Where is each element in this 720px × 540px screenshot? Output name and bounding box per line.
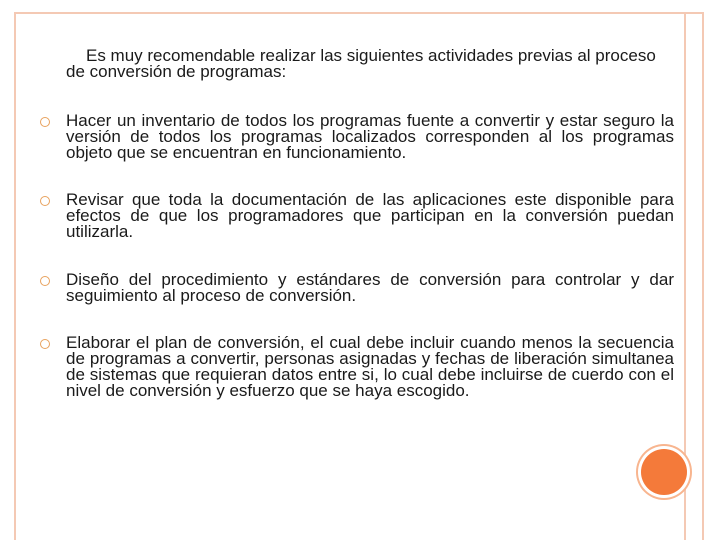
list-item <box>40 113 680 161</box>
list-item <box>40 192 680 240</box>
orange-circle-icon <box>641 449 687 495</box>
intro-text: Es muy recomendable realizar las siguientes actividades previas al proceso de conversión de programas: <box>66 46 656 81</box>
list-item <box>40 272 680 304</box>
list-item <box>40 335 680 399</box>
list-item-text: Diseño del procedimiento y estándares de conversión para controlar y dar seguimiento al proceso de conversión. <box>66 270 674 305</box>
hollow-circle-bullet-icon <box>40 196 50 206</box>
list-item-text: Hacer un inventario de todos los programas fuente a convertir y estar seguro la versión de todos los programas localizados corresponden al los programas objeto que se encuentran en funcionamiento. <box>66 111 674 162</box>
list-item-text: Revisar que toda la documentación de las aplicaciones este disponible para efectos de que los programadores que participan en la conversión puedan utilizarla. <box>66 190 674 241</box>
list-item-text: Elaborar el plan de conversión, el cual debe incluir cuando menos la secuencia de programas a convertir, personas asignadas y fechas de liberación simultanea de sistemas que requieran datos entre si, lo cual debe incluirse de cuerdo con el nivel de conversión y esfuerzo que se haya escogido. <box>66 333 674 400</box>
hollow-circle-bullet-icon <box>40 339 50 349</box>
hollow-circle-bullet-icon <box>40 276 50 286</box>
hollow-circle-bullet-icon <box>40 117 50 127</box>
